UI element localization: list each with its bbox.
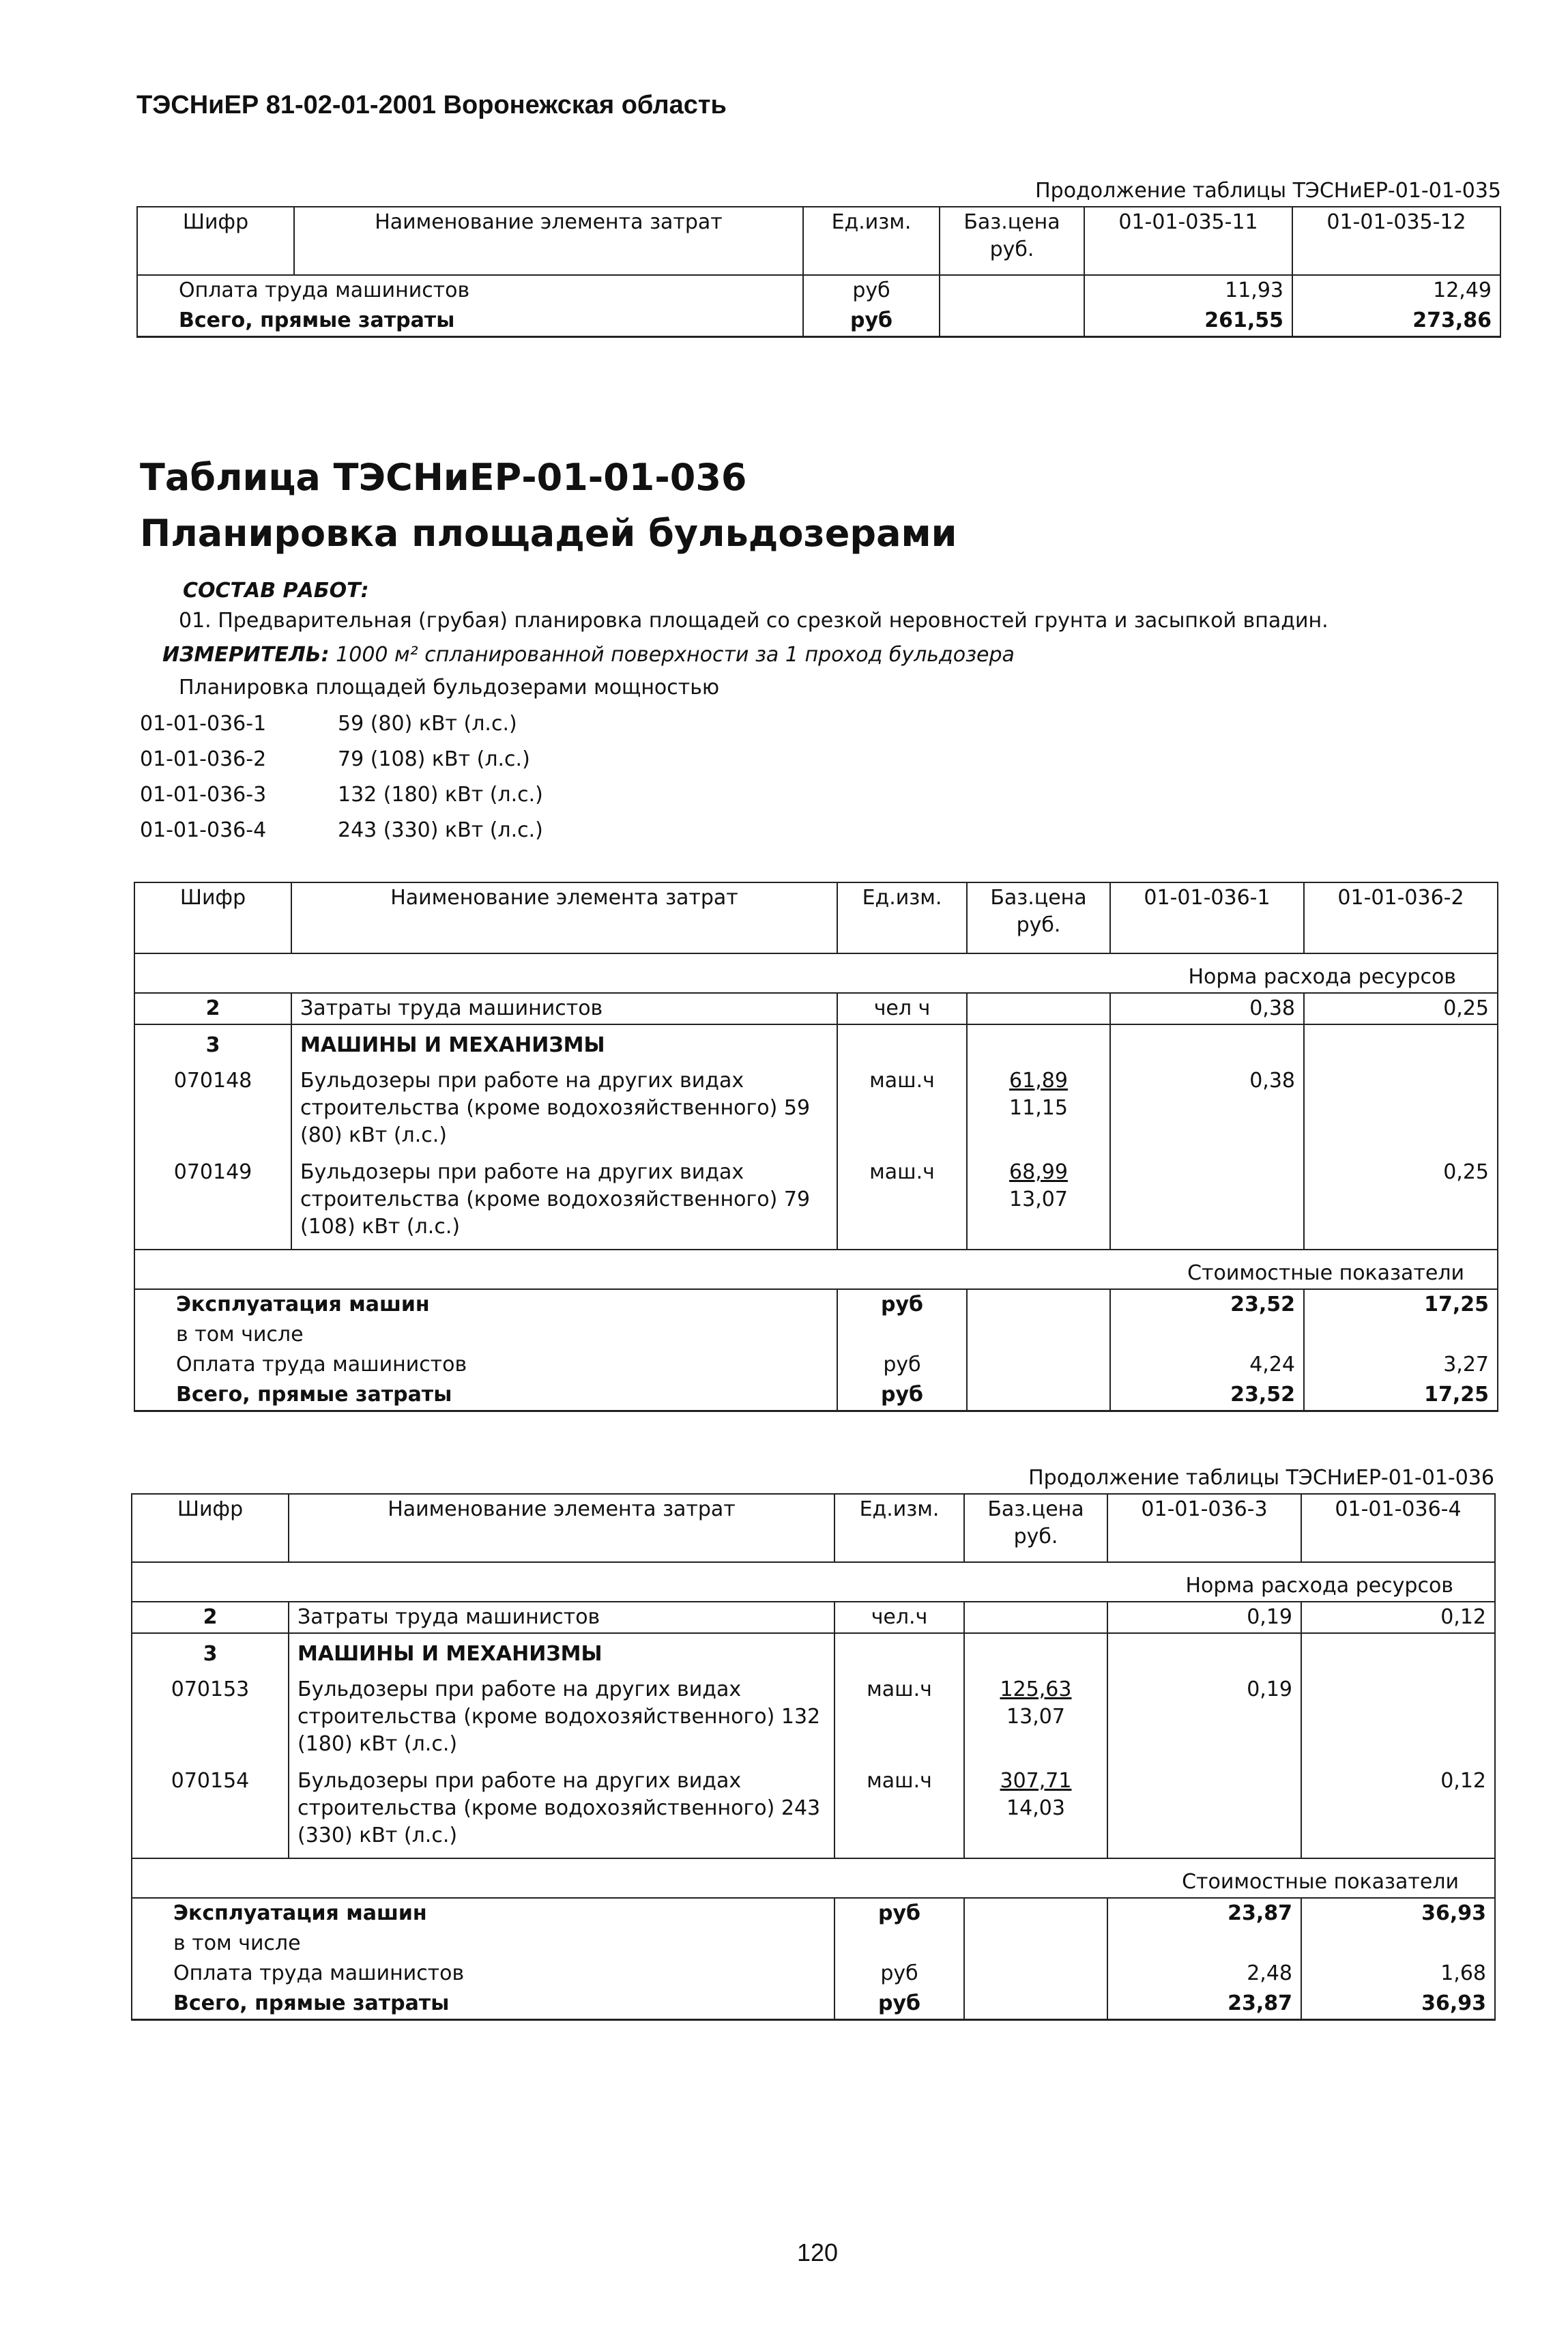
section-row-cost: [134, 1250, 1498, 1289]
row-value-a: 23,52: [1110, 1289, 1304, 1320]
table-row: [132, 1929, 1495, 1959]
norm-label: Норма расхода ресурсов: [1188, 965, 1456, 989]
row-price: 61,89: [1009, 1069, 1068, 1093]
col-b-header: 01-01-036-4: [1301, 1494, 1495, 1562]
row-price-wage: 13,07: [1006, 1705, 1065, 1729]
table-row: [134, 1320, 1498, 1350]
row-value-b: 3,27: [1304, 1350, 1498, 1380]
row-code: 070148: [173, 1069, 252, 1093]
row-price: 307,71: [1000, 1769, 1072, 1793]
row-code: 070153: [171, 1677, 250, 1701]
row-price: 68,99: [1009, 1160, 1068, 1184]
variant-code: 01-01-036-2: [140, 747, 267, 771]
variant-desc: 79 (108) кВт (л.с.): [338, 747, 530, 771]
col-unit-header: Ед.изм.: [803, 207, 940, 275]
row-name: Затраты труда машинистов: [289, 1602, 834, 1633]
variant-desc: 243 (330) кВт (л.с.): [338, 818, 543, 842]
table-continuation-label: Продолжение таблицы ТЭСНиЕР-01-01-035: [1035, 179, 1501, 203]
row-value-b: 17,25: [1304, 1289, 1498, 1320]
row-value-b: 12,49: [1292, 275, 1500, 306]
row-value-b: 1,68: [1301, 1959, 1495, 1989]
col-name-header: Наименование элемента затрат: [291, 882, 837, 953]
row-value-a: 0,38: [1110, 1061, 1304, 1151]
row-value-a: 23,52: [1110, 1380, 1304, 1411]
row-value-a: [1107, 1759, 1301, 1858]
row-value-b: 0,12: [1301, 1602, 1495, 1633]
row-unit: руб: [803, 275, 940, 306]
row-price-wage: 13,07: [1009, 1187, 1068, 1211]
meter-line: [162, 643, 1015, 667]
row-unit: маш.ч: [834, 1669, 964, 1759]
cost-label: Стоимостные показатели: [1187, 1261, 1464, 1285]
row-unit: маш.ч: [834, 1759, 964, 1858]
section-title: Таблица ТЭСНиЕР-01-01-036: [140, 456, 747, 499]
row-value-b: 0,25: [1304, 1151, 1498, 1250]
variant-desc: 132 (180) кВт (л.с.): [338, 783, 543, 807]
row-value-a: 261,55: [1084, 306, 1292, 337]
table-035: [136, 206, 1501, 338]
row-code: 070149: [173, 1160, 252, 1184]
row-value-a: [1110, 1151, 1304, 1250]
row-value-b: 273,86: [1292, 306, 1500, 337]
row-code: 2: [205, 996, 220, 1020]
col-price-header: Баз.цена руб.: [964, 1494, 1107, 1562]
row-unit: руб: [834, 1989, 964, 2020]
table-row: [134, 993, 1498, 1024]
row-value-a: 11,93: [1084, 275, 1292, 306]
table-continuation-label: Продолжение таблицы ТЭСНиЕР-01-01-036: [1028, 1466, 1494, 1490]
col-unit-header: Ед.изм.: [837, 882, 967, 953]
col-unit-header: Ед.изм.: [834, 1494, 964, 1562]
col-a-header: 01-01-036-3: [1107, 1494, 1301, 1562]
row-value-a: 0,19: [1107, 1602, 1301, 1633]
row-name: Оплата труда машинистов: [173, 1961, 465, 1985]
col-code-header: Шифр: [179, 886, 246, 910]
row-name: Бульдозеры при работе на других видах строительства (кроме водохозяйственного) 243 (330) кВт (л.с.): [289, 1759, 834, 1858]
work-item: 01. Предварительная (грубая) планировка площадей со срезкой неровностей грунта и засыпкой впадин.: [179, 609, 1329, 633]
document-title: ТЭСНиЕР 81-02-01-2001 Воронежская область: [136, 91, 727, 119]
row-value-b: 0,25: [1304, 993, 1498, 1024]
table-header-row: [132, 1494, 1495, 1562]
row-unit: руб: [837, 1380, 967, 1411]
row-price-wage: 11,15: [1009, 1096, 1068, 1120]
col-price-header: Баз.цена руб.: [940, 207, 1084, 275]
variant-code: 01-01-036-3: [140, 783, 267, 807]
row-name: Бульдозеры при работе на других видах строительства (кроме водохозяйственного) 59 (80) кВт (л.с.): [291, 1061, 837, 1151]
row-price: 125,63: [1000, 1677, 1072, 1701]
table-row: [132, 1989, 1495, 2020]
row-name: Эксплуатация машин: [176, 1293, 430, 1316]
row-code: 3: [205, 1033, 220, 1057]
meter-label: ИЗМЕРИТЕЛЬ:: [162, 643, 330, 667]
table-036-part2: [131, 1493, 1496, 2021]
col-code-header: Шифр: [177, 1497, 244, 1521]
row-value-b: 36,93: [1301, 1898, 1495, 1929]
row-value-b: [1301, 1669, 1495, 1759]
page-number: 120: [797, 2238, 839, 2266]
row-name: Всего, прямые затраты: [179, 308, 455, 332]
row-value-b: 36,93: [1301, 1989, 1495, 2020]
col-name-header: Наименование элемента затрат: [294, 207, 803, 275]
row-value-a: 23,87: [1107, 1898, 1301, 1929]
table-row: [132, 1898, 1495, 1929]
row-value-b: 0,12: [1301, 1759, 1495, 1858]
row-name: Оплата труда машинистов: [179, 278, 470, 302]
section-subtitle: Планировка площадей бульдозерами: [140, 512, 957, 555]
table-header-row: [134, 882, 1498, 953]
meter-text: 1000 м² спланированной поверхности за 1 проход бульдозера: [336, 643, 1015, 667]
variant-code: 01-01-036-4: [140, 818, 267, 842]
col-name-header: Наименование элемента затрат: [289, 1494, 834, 1562]
row-unit: чел.ч: [834, 1602, 964, 1633]
row-code: 070154: [171, 1769, 250, 1793]
table-row: [132, 1633, 1495, 1669]
table-row: [132, 1759, 1495, 1858]
work-composition-label: СОСТАВ РАБОТ:: [183, 579, 369, 603]
row-name: Бульдозеры при работе на других видах строительства (кроме водохозяйственного) 132 (180) кВт (л.с.): [289, 1669, 834, 1759]
row-code: 3: [203, 1642, 218, 1666]
col-a-header: 01-01-036-1: [1110, 882, 1304, 953]
row-unit: руб: [834, 1959, 964, 1989]
row-name: в том числе: [176, 1323, 304, 1346]
table-row: [134, 1289, 1498, 1320]
col-price-header: Баз.цена руб.: [967, 882, 1110, 953]
section-row-cost: [132, 1858, 1495, 1898]
row-name: МАШИНЫ И МЕХАНИЗМЫ: [289, 1633, 834, 1669]
table-header-row: [137, 207, 1500, 275]
row-name: Бульдозеры при работе на других видах строительства (кроме водохозяйственного) 79 (108) кВт (л.с.): [291, 1151, 837, 1250]
row-value-a: 23,87: [1107, 1989, 1301, 2020]
table-row: [137, 306, 1500, 337]
cost-label: Стоимостные показатели: [1182, 1870, 1459, 1894]
row-unit: руб: [837, 1350, 967, 1380]
row-value-a: 0,38: [1110, 993, 1304, 1024]
row-code: 2: [203, 1605, 218, 1629]
col-b-header: 01-01-035-12: [1292, 207, 1500, 275]
table-036-part1: [134, 882, 1498, 1412]
row-unit: руб: [837, 1289, 967, 1320]
row-unit: руб: [834, 1898, 964, 1929]
row-name: Эксплуатация машин: [173, 1901, 427, 1925]
row-value-b: 17,25: [1304, 1380, 1498, 1411]
col-b-header: 01-01-036-2: [1304, 882, 1498, 953]
row-value-a: 4,24: [1110, 1350, 1304, 1380]
col-a-header: 01-01-035-11: [1084, 207, 1292, 275]
col-code-header: Шифр: [182, 210, 249, 234]
table-row: [134, 1350, 1498, 1380]
row-value-b: [1304, 1061, 1498, 1151]
table-row: [134, 1024, 1498, 1061]
row-unit: маш.ч: [837, 1151, 967, 1250]
section-row-norm: [132, 1562, 1495, 1602]
norm-label: Норма расхода ресурсов: [1185, 1574, 1453, 1598]
table-row: [134, 1151, 1498, 1250]
row-name: Оплата труда машинистов: [176, 1353, 467, 1377]
row-name: Затраты труда машинистов: [291, 993, 837, 1024]
row-value-a: 2,48: [1107, 1959, 1301, 1989]
table-row: [134, 1380, 1498, 1411]
row-name: в том числе: [173, 1931, 301, 1955]
variants-intro: Планировка площадей бульдозерами мощностью: [179, 676, 720, 700]
table-row: [132, 1669, 1495, 1759]
row-unit: маш.ч: [837, 1061, 967, 1151]
table-row: [137, 275, 1500, 306]
table-row: [134, 1061, 1498, 1151]
row-unit: чел ч: [837, 993, 967, 1024]
row-value-a: 0,19: [1107, 1669, 1301, 1759]
variant-desc: 59 (80) кВт (л.с.): [338, 712, 517, 736]
table-row: [132, 1602, 1495, 1633]
row-unit: руб: [803, 306, 940, 337]
section-row-norm: [134, 953, 1498, 993]
row-name: Всего, прямые затраты: [173, 1991, 450, 2015]
row-name: МАШИНЫ И МЕХАНИЗМЫ: [291, 1024, 837, 1061]
variant-code: 01-01-036-1: [140, 712, 267, 736]
row-name: Всего, прямые затраты: [176, 1383, 452, 1407]
row-price-wage: 14,03: [1006, 1796, 1065, 1820]
table-row: [132, 1959, 1495, 1989]
